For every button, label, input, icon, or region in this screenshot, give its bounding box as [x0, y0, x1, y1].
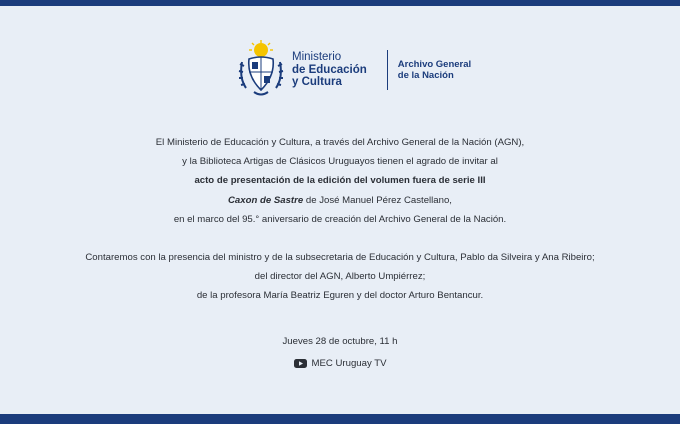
- invitation-line-2: y la Biblioteca Artigas de Clásicos Uruguayos tienen el agrado de invitar al: [182, 156, 498, 168]
- agn-name: [398, 59, 471, 81]
- attendees-line-3: de la profesora María Beatriz Eguren y del doctor Arturo Bentancur.: [196, 290, 484, 302]
- youtube-icon: [294, 359, 307, 368]
- agn-line-2: de la Nación: [397, 70, 454, 81]
- event-date: Jueves 28 de octubre, 11 h: [282, 336, 398, 347]
- ministry-line-3: y Cultura: [292, 76, 342, 89]
- agn-line-1: Archivo General: [397, 59, 472, 70]
- broadcast-channel: MEC Uruguay TV: [311, 358, 387, 369]
- invitation-line-4: [0, 191, 680, 210]
- event-name: acto de presentación de la edición del volumen fuera de serie III: [194, 175, 486, 187]
- ministry-line-2: de Educación: [292, 63, 367, 76]
- invitation-text: [0, 133, 680, 306]
- event-details: [0, 336, 680, 371]
- attendees-line-1: Contaremos con la presencia del ministro y de la subsecretaria de Educación y Cultura, Pablo da Silveira y Ana Ribeiro;: [85, 252, 595, 264]
- ministry-line-1: Ministerio: [292, 51, 342, 64]
- book-title: Caxon de Sastre: [228, 194, 304, 206]
- invitation-line-3: [0, 171, 680, 190]
- broadcast-link[interactable]: [294, 358, 387, 369]
- uruguay-coat-of-arms-icon: [236, 40, 286, 100]
- logo-divider: [387, 50, 388, 90]
- attendees-line-2: del director del AGN, Alberto Umpiérrez;: [254, 271, 426, 283]
- book-author: de José Manuel Pérez Castellano,: [303, 194, 452, 206]
- invitation-line-1: El Ministerio de Educación y Cultura, a través del Archivo General de la Nación (AGN),: [155, 137, 525, 148]
- top-accent-bar: [0, 0, 680, 6]
- header-logos: [236, 40, 471, 100]
- bottom-accent-bar: [0, 414, 680, 424]
- invitation-line-5: en el marco del 95.° aniversario de creación del Archivo General de la Nación.: [173, 213, 507, 225]
- ministry-name: [292, 51, 367, 89]
